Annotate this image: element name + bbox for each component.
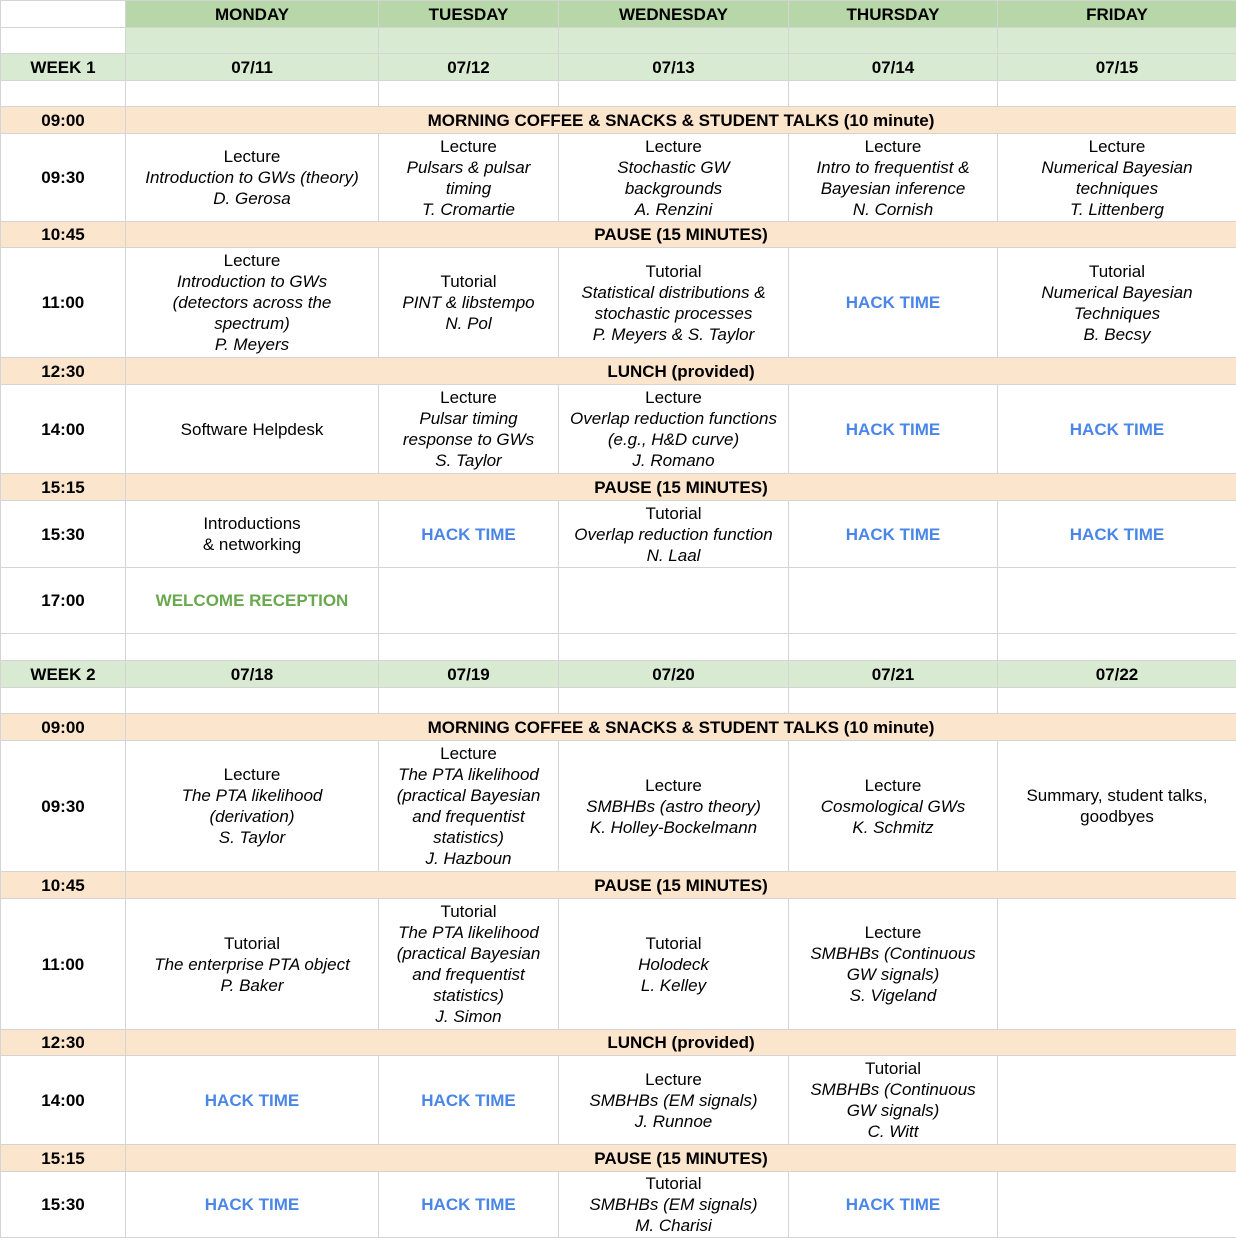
empty-cell [998, 568, 1236, 634]
empty-cell [126, 81, 379, 107]
session-type: Lecture [223, 765, 281, 784]
session-cell [559, 385, 789, 474]
session-title: GW signals) [846, 965, 940, 984]
corner-cell [1, 28, 126, 54]
spacer-row [1, 634, 1236, 661]
empty-cell [789, 634, 998, 661]
date-cell: 07/13 [559, 54, 789, 81]
time-cell: 15:15 [1, 1145, 126, 1172]
speaker-name: J. Romano [632, 451, 715, 470]
hack-time-cell [379, 1172, 559, 1238]
session-title: Stochastic GW [617, 157, 730, 177]
date-cell: 07/20 [559, 661, 789, 688]
speaker-name: T. Cromartie [422, 199, 515, 219]
session-cell [379, 899, 559, 1030]
break-banner: PAUSE (15 MINUTES) [126, 222, 1236, 248]
time-cell: 09:30 [1, 134, 126, 222]
session-title: SMBHBs (EM signals) [589, 1195, 758, 1214]
session-title: response to GWs [402, 430, 535, 449]
session-line: & networking [202, 535, 302, 554]
session-type: Tutorial [645, 261, 702, 281]
session-title: stochastic processes [594, 303, 753, 323]
week-row [1, 661, 1236, 688]
session-type: Tutorial [440, 272, 497, 291]
session-title: Numerical Bayesian [1041, 157, 1193, 177]
session-type: Lecture [864, 923, 922, 942]
hack-time-cell [998, 385, 1236, 474]
date-cell: 07/18 [126, 661, 379, 688]
session-title: SMBHBs (Continuous [810, 944, 976, 963]
session-cell [559, 501, 789, 568]
session-cell [789, 741, 998, 872]
hack-time-label: HACK TIME [421, 1195, 516, 1214]
session-type: Lecture [645, 388, 702, 407]
session-cell [789, 1056, 998, 1145]
break-row [1, 107, 1236, 134]
time-cell: 09:30 [1, 741, 126, 872]
day-header-row [1, 1, 1236, 28]
speaker-name: N. Pol [445, 314, 492, 333]
spacer-cell [559, 28, 789, 54]
session-type: Lecture [223, 251, 281, 270]
session-row [1, 501, 1236, 568]
date-cell: 07/12 [379, 54, 559, 81]
session-cell [559, 248, 789, 358]
session-title: spectrum) [214, 314, 290, 333]
speaker-name: S. Taylor [218, 828, 286, 847]
session-title: Statistical distributions & [581, 282, 766, 302]
session-title: The PTA likelihood [398, 923, 539, 942]
corner-cell [1, 1, 126, 28]
speaker-name: J. Runnoe [634, 1111, 713, 1131]
session-cell [998, 248, 1236, 358]
session-title: Overlap reduction function [574, 524, 773, 544]
day-header-monday: MONDAY [126, 1, 379, 28]
empty-cell [789, 688, 998, 714]
date-cell: 07/22 [998, 661, 1236, 688]
empty-cell [1, 688, 126, 714]
session-type: Tutorial [223, 933, 281, 953]
week-label: WEEK 2 [1, 661, 126, 688]
break-row [1, 474, 1236, 501]
break-banner: MORNING COFFEE & SNACKS & STUDENT TALKS (10 minute) [126, 714, 1236, 741]
speaker-name: N. Cornish [852, 199, 934, 219]
speaker-name: S. Vigeland [849, 986, 937, 1005]
schedule-body [1, 1, 1236, 1238]
session-type: Introductions [203, 514, 301, 533]
hack-time-cell [126, 1172, 379, 1238]
session-type: Lecture [440, 388, 497, 407]
session-cell [559, 1056, 789, 1145]
speaker-name: J. Hazboun [425, 849, 512, 868]
empty-cell [998, 899, 1236, 1030]
session-cell [559, 1172, 789, 1238]
session-type: Tutorial [440, 902, 497, 921]
session-cell [789, 899, 998, 1030]
spacer-row [1, 688, 1236, 714]
time-cell: 10:45 [1, 872, 126, 899]
session-type: Lecture [645, 136, 702, 156]
session-row [1, 568, 1236, 634]
session-title: and frequentist [412, 807, 525, 826]
hack-time-label: HACK TIME [845, 293, 941, 312]
speaker-name: P. Meyers [214, 335, 290, 354]
break-row [1, 714, 1236, 741]
session-type: Lecture [645, 775, 702, 795]
empty-cell [998, 1172, 1236, 1238]
time-cell: 09:00 [1, 714, 126, 741]
empty-cell [379, 568, 559, 634]
hack-time-label: HACK TIME [845, 419, 941, 439]
break-banner: PAUSE (15 MINUTES) [126, 474, 1236, 501]
break-row [1, 1030, 1236, 1056]
spacer-row [1, 81, 1236, 107]
empty-cell [789, 81, 998, 107]
speaker-name: P. Baker [220, 975, 284, 995]
session-title: backgrounds [624, 178, 723, 198]
session-type: Tutorial [864, 1059, 922, 1078]
break-banner: MORNING COFFEE & SNACKS & STUDENT TALKS (10 minute) [126, 107, 1236, 134]
hack-time-cell [789, 248, 998, 358]
speaker-name: N. Laal [646, 545, 701, 565]
session-cell [559, 134, 789, 222]
empty-cell [998, 1056, 1236, 1145]
time-cell: 10:45 [1, 222, 126, 248]
session-type: Tutorial [645, 933, 702, 953]
session-type: Tutorial [1088, 261, 1146, 281]
session-title: (practical Bayesian [396, 944, 541, 963]
hack-time-cell [379, 1056, 559, 1145]
session-title: (derivation) [209, 807, 295, 826]
session-cell [126, 134, 379, 222]
week-label: WEEK 1 [1, 54, 126, 81]
session-type: Lecture [864, 136, 922, 156]
session-type: Lecture [1088, 136, 1146, 156]
hack-time-label: HACK TIME [204, 1090, 300, 1110]
session-type: Lecture [864, 775, 922, 795]
session-cell [789, 134, 998, 222]
break-banner: LUNCH (provided) [126, 358, 1236, 385]
session-title: GW signals) [846, 1101, 940, 1120]
spacer-cell [789, 28, 998, 54]
session-title: Bayesian inference [820, 178, 966, 198]
hack-time-label: HACK TIME [421, 1090, 516, 1110]
time-cell: 17:00 [1, 568, 126, 634]
day-header-friday: FRIDAY [998, 1, 1236, 28]
day-header-thursday: THURSDAY [789, 1, 998, 28]
time-cell: 14:00 [1, 1056, 126, 1145]
speaker-name: K. Holley-Bockelmann [589, 817, 758, 837]
empty-cell [379, 81, 559, 107]
session-type: Lecture [440, 744, 497, 763]
time-cell: 14:00 [1, 385, 126, 474]
session-cell [559, 899, 789, 1030]
date-cell: 07/19 [379, 661, 559, 688]
session-title: Introduction to GWs (theory) [145, 168, 359, 187]
speaker-name: K. Schmitz [852, 817, 934, 837]
time-cell: 11:00 [1, 248, 126, 358]
hack-time-label: HACK TIME [845, 1195, 941, 1214]
session-type: Tutorial [645, 1174, 702, 1193]
speaker-name: L. Kelley [640, 975, 707, 995]
session-title: (e.g., H&D curve) [607, 430, 740, 449]
date-cell: 07/15 [998, 54, 1236, 81]
session-title: Pulsar timing [419, 409, 518, 428]
speaker-name: A. Renzini [634, 199, 713, 219]
session-title: Numerical Bayesian [1041, 282, 1193, 302]
break-row [1, 872, 1236, 899]
speaker-name: P. Meyers & S. Taylor [592, 324, 755, 344]
session-title: Intro to frequentist & [816, 157, 970, 177]
session-title: statistics) [433, 828, 504, 847]
empty-cell [559, 81, 789, 107]
speaker-name: D. Gerosa [213, 189, 291, 208]
session-title: (practical Bayesian [396, 786, 541, 805]
hack-time-cell [789, 1172, 998, 1238]
hack-time-label: HACK TIME [421, 524, 516, 544]
session-title: The enterprise PTA object [154, 954, 350, 974]
session-title: techniques [1075, 178, 1159, 198]
session-type: Summary, student talks, [1026, 786, 1208, 805]
empty-cell [379, 634, 559, 661]
session-title: Holodeck [638, 954, 709, 974]
session-row [1, 899, 1236, 1030]
empty-cell [559, 688, 789, 714]
empty-cell [998, 688, 1236, 714]
hack-time-label: HACK TIME [1069, 524, 1165, 544]
day-header-tuesday: TUESDAY [379, 1, 559, 28]
empty-cell [126, 688, 379, 714]
session-row [1, 1172, 1236, 1238]
speaker-name: S. Taylor [435, 451, 502, 470]
session-line: Software Helpdesk [180, 419, 324, 439]
welcome-reception-cell [126, 568, 379, 634]
session-cell [126, 385, 379, 474]
session-title: statistics) [433, 986, 504, 1005]
break-row [1, 1145, 1236, 1172]
session-cell [379, 248, 559, 358]
speaker-name: M. Charisi [635, 1216, 712, 1235]
empty-cell [559, 634, 789, 661]
session-title: SMBHBs (Continuous [810, 1080, 976, 1099]
session-row [1, 741, 1236, 872]
session-type: Tutorial [645, 503, 702, 523]
session-cell [998, 134, 1236, 222]
session-row [1, 134, 1236, 222]
hack-time-label: HACK TIME [204, 1195, 300, 1214]
session-cell [126, 741, 379, 872]
empty-cell [789, 568, 998, 634]
session-title: (detectors across the [172, 293, 332, 312]
session-cell [379, 134, 559, 222]
spacer-cell [379, 28, 559, 54]
session-cell [126, 899, 379, 1030]
hack-time-cell [789, 385, 998, 474]
hack-time-cell [126, 1056, 379, 1145]
session-cell [126, 501, 379, 568]
session-cell [998, 741, 1236, 872]
empty-cell [1, 634, 126, 661]
speaker-name: C. Witt [867, 1122, 919, 1141]
session-cell [559, 741, 789, 872]
spacer-cell [126, 28, 379, 54]
time-cell: 12:30 [1, 358, 126, 385]
session-title: Introduction to GWs [176, 272, 328, 291]
session-title: Techniques [1073, 303, 1161, 323]
date-cell: 07/21 [789, 661, 998, 688]
break-row [1, 222, 1236, 248]
session-title: The PTA likelihood [398, 765, 539, 784]
session-type: Lecture [645, 1069, 702, 1089]
welcome-reception-label: WELCOME RECEPTION [155, 591, 349, 610]
session-title: The PTA likelihood [181, 786, 323, 805]
empty-cell [559, 568, 789, 634]
session-line: goodbyes [1080, 807, 1154, 826]
session-title: PINT & libstempo [402, 293, 535, 312]
break-banner: LUNCH (provided) [126, 1030, 1236, 1056]
empty-cell [1, 81, 126, 107]
session-title: SMBHBs (EM signals) [589, 1090, 758, 1110]
date-cell: 07/11 [126, 54, 379, 81]
hack-time-label: HACK TIME [845, 524, 941, 544]
session-row [1, 385, 1236, 474]
spacer-cell [998, 28, 1236, 54]
session-row [1, 248, 1236, 358]
header-spacer-row [1, 28, 1236, 54]
session-cell [126, 248, 379, 358]
session-row [1, 1056, 1236, 1145]
empty-cell [379, 688, 559, 714]
time-cell: 15:30 [1, 501, 126, 568]
empty-cell [998, 634, 1236, 661]
session-cell [379, 385, 559, 474]
break-row [1, 358, 1236, 385]
session-title: SMBHBs (astro theory) [586, 796, 761, 816]
session-cell [379, 741, 559, 872]
speaker-name: J. Simon [435, 1007, 502, 1026]
session-title: Pulsars & pulsar [406, 157, 531, 177]
speaker-name: B. Becsy [1083, 324, 1151, 344]
session-type: Lecture [440, 136, 497, 156]
session-title: Overlap reduction functions [570, 409, 777, 428]
hack-time-cell [379, 501, 559, 568]
time-cell: 12:30 [1, 1030, 126, 1056]
week-row [1, 54, 1236, 81]
hack-time-cell [998, 501, 1236, 568]
time-cell: 09:00 [1, 107, 126, 134]
hack-time-label: HACK TIME [1069, 419, 1165, 439]
time-cell: 15:15 [1, 474, 126, 501]
session-title: Cosmological GWs [820, 796, 966, 816]
time-cell: 11:00 [1, 899, 126, 1030]
time-cell: 15:30 [1, 1172, 126, 1238]
day-header-wednesday: WEDNESDAY [559, 1, 789, 28]
hack-time-cell [789, 501, 998, 568]
empty-cell [998, 81, 1236, 107]
break-banner: PAUSE (15 MINUTES) [126, 1145, 1236, 1172]
break-banner: PAUSE (15 MINUTES) [126, 872, 1236, 899]
date-cell: 07/14 [789, 54, 998, 81]
session-type: Lecture [223, 147, 281, 166]
session-title: and frequentist [412, 965, 525, 984]
speaker-name: T. Littenberg [1070, 199, 1164, 219]
session-title: timing [445, 178, 492, 198]
empty-cell [126, 634, 379, 661]
